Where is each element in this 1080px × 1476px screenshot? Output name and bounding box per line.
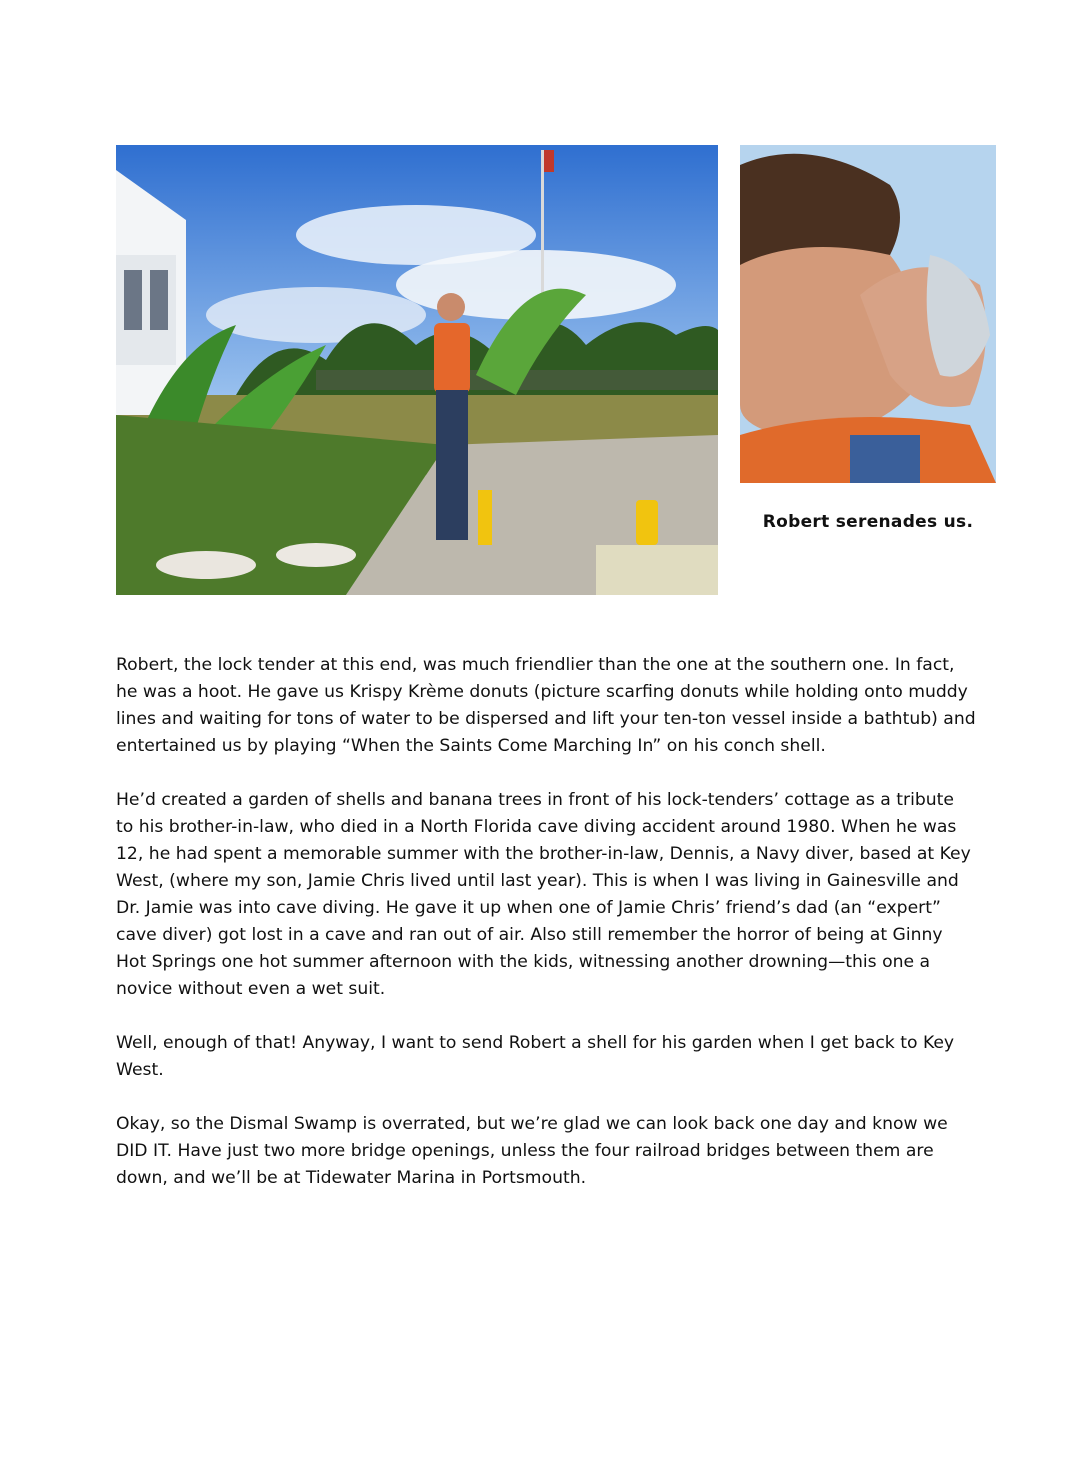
paragraph: Robert, the lock tender at this end, was much friendlier than the one at the southern one. In fact, he was a hoot. He gave us Krispy Krème donuts (picture scarfing donuts while holding onto muddy lines and waiting for tons of water to be dispersed and lift your ten-ton vessel inside a bathtub) and entertained us by playing “When the Saints Come Marching In” on his conch shell. xyxy=(116,655,976,756)
paragraph: Well, enough of that! Anyway, I want to send Robert a shell for his garden when I get back to Key West. xyxy=(116,1033,955,1080)
photo-caption: Robert serenades us. xyxy=(762,512,974,532)
paragraph: Okay, so the Dismal Swamp is overrated, but we’re glad we can look back one day and know we DID IT. Have just two more bridge openings, unless the four railroad bridges between them are down, and we’ll be at Tidewater Marina in Portsmouth. xyxy=(116,1114,948,1188)
conch-shell-photo-icon xyxy=(740,145,996,483)
article-body xyxy=(116,652,976,1219)
lock-tender-photo-icon xyxy=(116,145,718,595)
lock-tender-photo xyxy=(116,145,718,595)
paragraph: He’d created a garden of shells and banana trees in front of his lock-tenders’ cottage as a tribute to his brother-in-law, who died in a North Florida cave diving accident around 1980. When he was 12, he had spent a memorable summer with the brother-in-law, Dennis, a Navy diver, based at Key West, (where my son, Jamie Chris lived until last year). This is when I was living in Gainesville and Dr. Jamie was into cave diving. He gave it up when one of Jamie Chris’ friend’s dad (an “expert” cave diver) got lost in a cave and ran out of air. Also still remember the horror of being at Ginny Hot Springs one hot summer afternoon with the kids, witnessing another drowning—this one a novice without even a wet suit. xyxy=(116,790,971,999)
conch-shell-photo xyxy=(740,145,996,483)
